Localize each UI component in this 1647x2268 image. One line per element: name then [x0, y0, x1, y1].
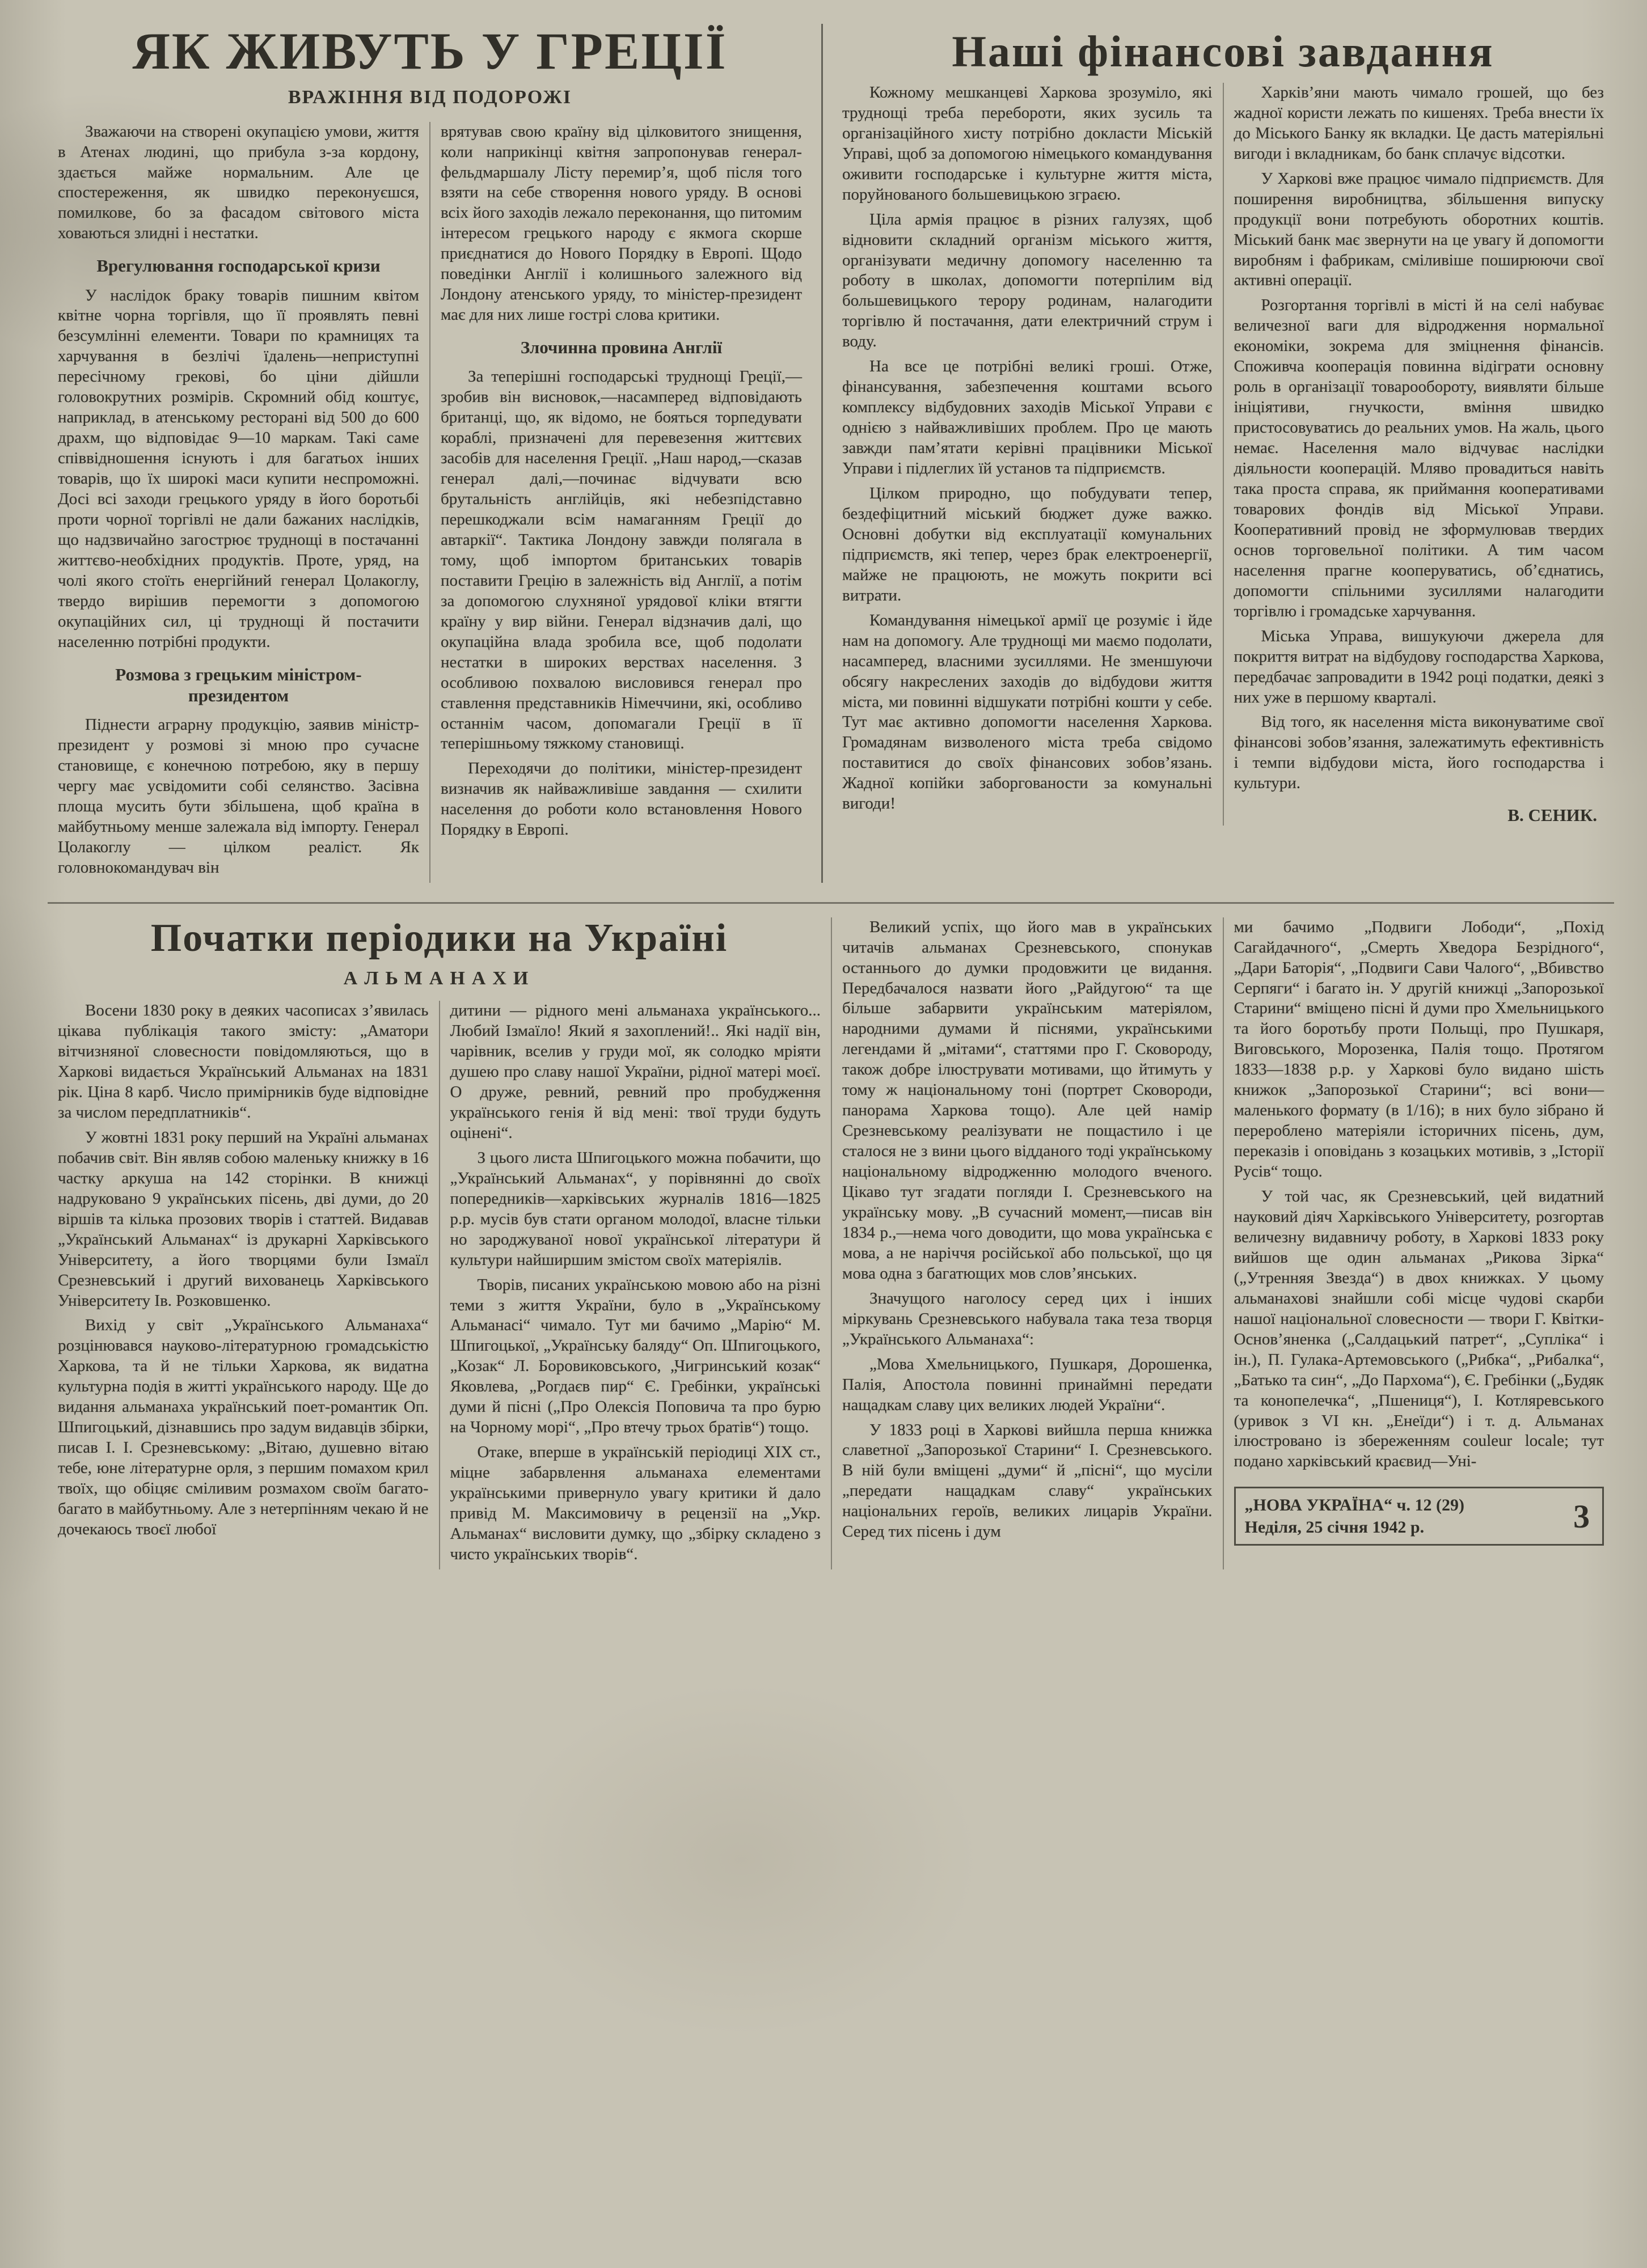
paragraph: Кожному мешканцеві Харкова зрозуміло, які труднощі треба перебороти, яких зусиль та організаційного хисту потрібно докласти Міській Управі, щоб за допомогою німецького командування оживити господарське і культурне життя міста, поруйнованого большевицькою зграєю.: [842, 83, 1213, 204]
section-heading: Злочинна провина Англії: [520, 337, 723, 358]
paragraph: Цілком природно, що побудувати тепер, бездефіцитний міський бюджет дуже важко. Основні добутки від експлуатації комунальних підприємств, які тепер, через брак електроенергії, майже не працюють, не можуть покрити всі витрати.: [842, 484, 1213, 604]
paragraph: У наслідок браку товарів пишним квітом квітне чорна торгівля, що її проявлять певні безсумлінні елементи. Товари по крамницях та харчування в безлічі їдалень—неприступні пересічному грекові, бо ціни дійшли головокрутних розмірів. Скромний обід коштує, наприклад, в атенському ресторані від 500 до 600 драхм, що відповідає 9—10 маркам. Такі саме співвідношення існують і для багатьох інших товарів, що їх широкі маси купити неспроможні. Досі всі заходи грецького уряду в його боротьбі проти чорної торгівлі не дали бажаних наслідків, що надзвичайно загострює труднощі в постачанні життєво-необхідних продуктів. Проте, уряд, на чолі якого стоїть енергійний генерал Цолакоглу, твердо вирішив перемогти з допомогою окупаційних сил, ці труднощі й постачити населенню потрібні продукти.: [58, 286, 419, 651]
article-greece: [48, 24, 812, 883]
article-periodicals-title: Початки періодики на Україні: [150, 916, 728, 960]
article-finance-column-1: [832, 83, 1223, 826]
paragraph: На все це потрібні великі гроші. Отже, фінансування, забезпечення коштами всього комплексу відбудовних заходів Міської Управи є однією з найважливіших проблем. Про це мають завжди пам’ятати керівні працівники Міської Управи і підлеглих їй установ та підприємств.: [842, 357, 1213, 478]
article-finance-column-2: [1223, 83, 1615, 826]
paragraph: Значущого наголосу серед цих і інших міркувань Срезневського набувала така теза творця „Українського Альманаха“:: [842, 1289, 1213, 1348]
article-periodicals-column-4: [1223, 917, 1615, 1569]
paragraph: Вихід у світ „Українського Альманаха“ розцінювався науково-літературною громадськістю Харкова, та й не тільки Харкова, як видатна культурна подія в житті українського народу. Ще до видання альманаха український поет-романтик Оп. Шпигоцький, дізнавшись про задум видавців збірки, писав І. І. Срезневському: „Вітаю, душевно вітаю тебе, юне літературне орля, з першим помахом крил твоїх, що обіцяє сміливим розмахом своїм багато-багато в майбутньому. Але з нетерпінням чекаю й не дочекаюсь твоєї любої: [58, 1316, 429, 1538]
article-greece-columns: [48, 122, 812, 883]
paragraph: Командування німецької армії це розуміє і йде нам на допомогу. Але труднощі ми маємо подолати, насамперед, власними зусиллями. Не зменшуючи обсягу накреслених заходів до відбудови життя міста, ми повинні відшукати потрібні кошти у себе. Тут має активно допомогти населення Харкова. Громадянам визволеного міста треба свідомо поставитися до своїх фінансових зобов’язань. Жадної копійки заборгованости за комунальні вигоди!: [842, 611, 1213, 813]
paragraph: Зважаючи на створені окупацією умови, життя в Атенах людині, що прибула з-за кордону, здається майже нормальним. Але це спостереження, як швидко переконуєшся, помилкове, бо за фасадом світового міста ховаються злидні і нестатки.: [58, 122, 419, 243]
article-greece-column-1: [48, 122, 429, 883]
imprint-lines: [1245, 1494, 1464, 1538]
vertical-divider: [821, 24, 823, 883]
paragraph: Від того, як населення міста виконуватиме свої фінансові зобов’язання, залежатимуть ефективність і темпи відбудови міста, його господарства і культури.: [1234, 713, 1604, 793]
article-finance-columns: [832, 83, 1614, 826]
paragraph: Переходячи до політики, міністер-президент визначив як найважливіше завдання — схилити населення до роботи коло встановлення Нового Порядку в Европі.: [441, 759, 802, 839]
paragraph: Розгортання торгівлі в місті й на селі набуває величезної ваги для відродження нормальної економіки, зокрема для зміцнення фінансів. Споживча кооперація повинна відіграти основну роль в організації товарообороту, виявляти більше ініціятиви, гнучкости, вміння швидко пристосовуватись до реальних умов. На жаль, цього немає. Населення мало відчуває наслідки діяльности кооперацій. Мляво провадиться навіть така проста справа, як приймання кооперативами товарових фондів від Міської Управи. Кооперативний провід не зформулював твердих основ торговельної політики. А тим часом населення прагне кооперуватись, об’єднатись, допомогти спільними зусиллями налагодити торгівлю і громадське харчування.: [1234, 296, 1604, 620]
paragraph: Ціла армія працює в різних галузях, щоб відновити складний організм міського життя, організувати медичну допомогу населенню та роботу в школах, допомогти потерпілим від большевицького терору родинам, налагодити торгівлю й постачання, дати електричний струм і воду.: [842, 210, 1213, 351]
article-periodicals-subtitle: АЛЬМАНАХИ: [343, 968, 535, 989]
article-periodicals-header-group: [48, 917, 831, 1569]
article-periodicals-column-1: [48, 1001, 439, 1569]
paragraph: ми бачимо „Подвиги Лободи“, „Похід Сагайдачного“, „Смерть Хведора Безрідного“, „Дари Баторія“, „Подвиги Сави Чалого“, „Вбивство Серпяги“ і багато ін. У другій книжці „Запорозької Старини“ вміщено пісні й думи про Хмельницького та його боротьбу проти Польщі, про Пушкаря, Виговського, Морозенка, Палія тощо. Протягом 1833—1838 р.р. у Харкові було видано шість книжок „Запорозької Старини“; всі вони—маленького формату (в 1/16); в них було зібрано й перероблено матеріяли історичних пісень, дум, переказів і оповідань з козацьких мотивів, з „Історії Русів“ тощо.: [1234, 917, 1604, 1181]
paragraph: врятував свою країну від цілковитого знищення, коли наприкінці квітня запропонував генерал-фельдмаршалу Лісту перемир’я, щоб після того взяти на себе створення нового уряду. В основі всіх його заходів лежало переконання, що питомим інтересом грецького народу є якмога скорше приєднатися до Нового Порядку в Европі. Щодо поведінки Англії і колишнього залежного від Лондону атенського уряду, то міністер-президент має для них лише гострі слова критики.: [441, 122, 802, 324]
paragraph: У жовтні 1831 року перший на Україні альманах побачив світ. Він являв собою маленьку книжку в 16 частку аркуша на 142 сторінки. В книжці надруковано 9 українських пісень, дві думи, до 20 віршів та кілька прозових творів і статтей. Видавав „Український Альманах“ із друкарні Харківського Університету, а його творцями були Ізмаїл Срезневський і другий вихованець Харківського Університету Ів. Розковшенко.: [58, 1128, 429, 1310]
article-greece-subtitle: ВРАЖІННЯ ВІД ПОДОРОЖІ: [288, 86, 572, 108]
paragraph: Творів, писаних українською мовою або на різні теми з життя України, було в „Українському Альманасі“ чимало. Тут ми бачимо „Марію“ М. Шпигоцької, „Українську баляду“ Оп. Шпигоцького, „Козак“ Л. Боровиковського, „Чигринський козак“ Яковлева, „Рогдаєв пир“ Є. Гребінки, українські думи й пісні („Про Олексія Поповича та про бурю на Чорному морі“, „Про втечу трьох братів“) тощо.: [450, 1275, 821, 1437]
paragraph: За теперішні господарські труднощі Греції,—зробив він висновок,—насамперед відповідають британці, що, як відомо, не бояться торпедувати кораблі, призначені для перевезення життєвих засобів для населення Греції. „Наш народ,—сказав генерал далі,—починає відчувати всю брутальність англійців, які небезпідставно перешкоджали всім намаганням Греції до автаркії“. Тактика Лондону завжди полягала в тому, щоб імпортом британських товарів поставити Грецію в залежність від Англії, а потім за допомогою слухняної урядової кліки втягти країну у вир війни. Генерал відзначив далі, що окупаційна влада зробила все, щоб подолати нестатки в широких верствах населення. З особливою похвалою висловився генерал про ставлення представників Німеччини, які, особливо останнім часом, допомагали Греції в її теперішньому тяжкому становищі.: [441, 367, 802, 753]
paragraph: Піднести аграрну продукцію, заявив міністр-президент у розмові зі мною про сучасне становище, є конечною потребою, яку в першу чергу має усвідомити собі селянство. Засівна площа мусить бути збільшена, щоб країна в майбутньому менше залежала від імпорту. Генерал Цолакоглу — цілком реаліст. Як головнокомандувач він: [58, 716, 419, 877]
article-greece-title: ЯК ЖИВУТЬ У ГРЕЦІЇ: [132, 22, 728, 80]
page-number: 3: [1573, 1497, 1590, 1535]
paragraph: Отаке, вперше в українській періодиці XIX ст., міцне забарвлення альманаха елементами українськими привернуло увагу критики й дало привід М. Максимовичу в рецензії на „Укр. Альманах“ висловити думку, що „збірку складено з чисто українських творів“.: [450, 1443, 821, 1563]
section-heading: Врегулювання господарської кризи: [96, 256, 381, 276]
paragraph: Харків’яни мають чимало грошей, що без жадної користи лежать по кишенях. Треба внести їх до Міського Банку як вкладки. Це дасть матеріяльні вигоди і вкладникам, бо банк сплачує відсотки.: [1234, 83, 1604, 163]
imprint-box: [1234, 1487, 1604, 1546]
bottom-section: [48, 902, 1614, 1569]
paragraph: Міська Управа, вишукуючи джерела для покриття витрат на відбудову господарства Харкова, передбачає запровадити в 1942 році податки, деякі з них уже в першому кварталі.: [1234, 627, 1604, 706]
paragraph: Великий успіх, що його мав в українських читачів альманах Срезневського, спонукав останнього до думки продовжити це видання. Передбачалося назвати його „Райдугою“ та ще більше забарвити українським матеріялом, народними думами й піснями, українськими легендами й „мітами“, статтями про Г. Сковороду, також добре ілюструвати мотивами, що йтимуть у тому ж національному тоні (портрет Сковороди, панорама Харкова тощо). Але цей намір Срезневському реалізувати не пощастило і це сталося не з вини цього відданого тоді українському національному відродженню молодого вченого. Цікаво тут згадати погляди І. Срезневського на українську мову. „В сучасний момент,—писав він 1834 р.,—нема чого доводити, що мова українська є мова, а не наріччя російської або польської, що ця мова одна з багатющих мов слов’янських.: [842, 917, 1213, 1283]
paragraph: У той час, як Срезневський, цей видатний науковий діяч Харківського Університету, розгортав величезну видавничу роботу, в Харкові 1833 року вийшов ще один альманах „Рикова Зірка“ („Утренняя Звезда“) в двох книжках. У цьому альманахові знайшли собі місце чудові скарби нашої національної словесности — твори Г. Квітки-Основ’яненка („Салдацький патрет“, „Супліка“ і ін.), П. Гулака-Артемовського („Рибка“, „Рибалка“, „Батько та син“, „До Пархома“), Є. Гребінки („Будяк та конопелечка“, „Пшениця“), І. Котляревського (уривок з VI кн. „Енеїди“) і т. д. Альманах ілюстровано із збереженням couleur locale; тут подано харківський краєвид—Уні-: [1234, 1187, 1604, 1471]
article-finance: [832, 24, 1614, 883]
issue-date: Неділя, 25 січня 1942 р.: [1244, 1518, 1425, 1537]
article-periodicals-column-4-text: [1234, 917, 1604, 1472]
article-periodicals-column-3: [831, 917, 1223, 1569]
article-greece-column-2: [429, 122, 812, 883]
paragraph: дитини — рідного мені альманаха українського... Любий Ізмаїло! Який я захоплений!.. Які надії він, чарівник, вселив у груди мої, як солодко мріяти душею про славу нашої України, рідної матері моєї. О друже, ревний, ревний про пробудження українського генія й від мені: твої труди будуть оцінені“.: [450, 1001, 821, 1142]
section-heading: Розмова з грецьким міністром-президентом: [115, 664, 362, 705]
article-periodicals-column-2: [439, 1001, 831, 1569]
paragraph: Восени 1830 року в деяких часописах з’явилась цікава публікація такого змісту: „Аматори вітчизняної словесности повідомляються, що в Харкові видається Український Альманах на 1831 рік. Ціна 8 карб. Число примірників буде відповідне за числом передплатників“.: [58, 1001, 429, 1122]
paragraph: У 1833 році в Харкові вийшла перша книжка славетної „Запорозької Старини“ І. Срезневського. В ній були вміщені „думи“ й „пісні“, що мусіли „передати нащадкам славу“ українських національних героїв, великих лицарів України. Серед тих пісень і дум: [842, 1420, 1213, 1541]
paragraph: У Харкові вже працює чимало підприємств. Для поширення виробництва, збільшення випуску продукції вони потребують оборотних коштів. Міський банк має звернути на це увагу й допомогти виробням і фабрикам, сміливіше поширюючи свої активні операції.: [1234, 169, 1604, 290]
paragraph: З цього листа Шпигоцького можна побачити, що „Український Альманах“, у порівнянні до своїх попередників—харківських журналів 1816—1825 р.р. мусів був стати органом молодої, власне тільки но зароджуваної нової української літератури й культури найширшим змістом своїх матеріялів.: [450, 1148, 821, 1269]
top-section: [48, 24, 1614, 883]
article-finance-title: Наші фінансові завдання: [952, 27, 1494, 76]
author-signature: В. СЕНИК.: [1507, 805, 1597, 826]
paragraph: „Мова Хмельницького, Пушкаря, Дорошенка, Палія, Апостола повинні принаймні передати нащадкам славу цих великих людей України“.: [842, 1355, 1213, 1414]
paper-name: „НОВА УКРАЇНА“ ч. 12 (29): [1244, 1496, 1464, 1515]
article-periodicals-columns-1-2: [48, 1001, 831, 1569]
